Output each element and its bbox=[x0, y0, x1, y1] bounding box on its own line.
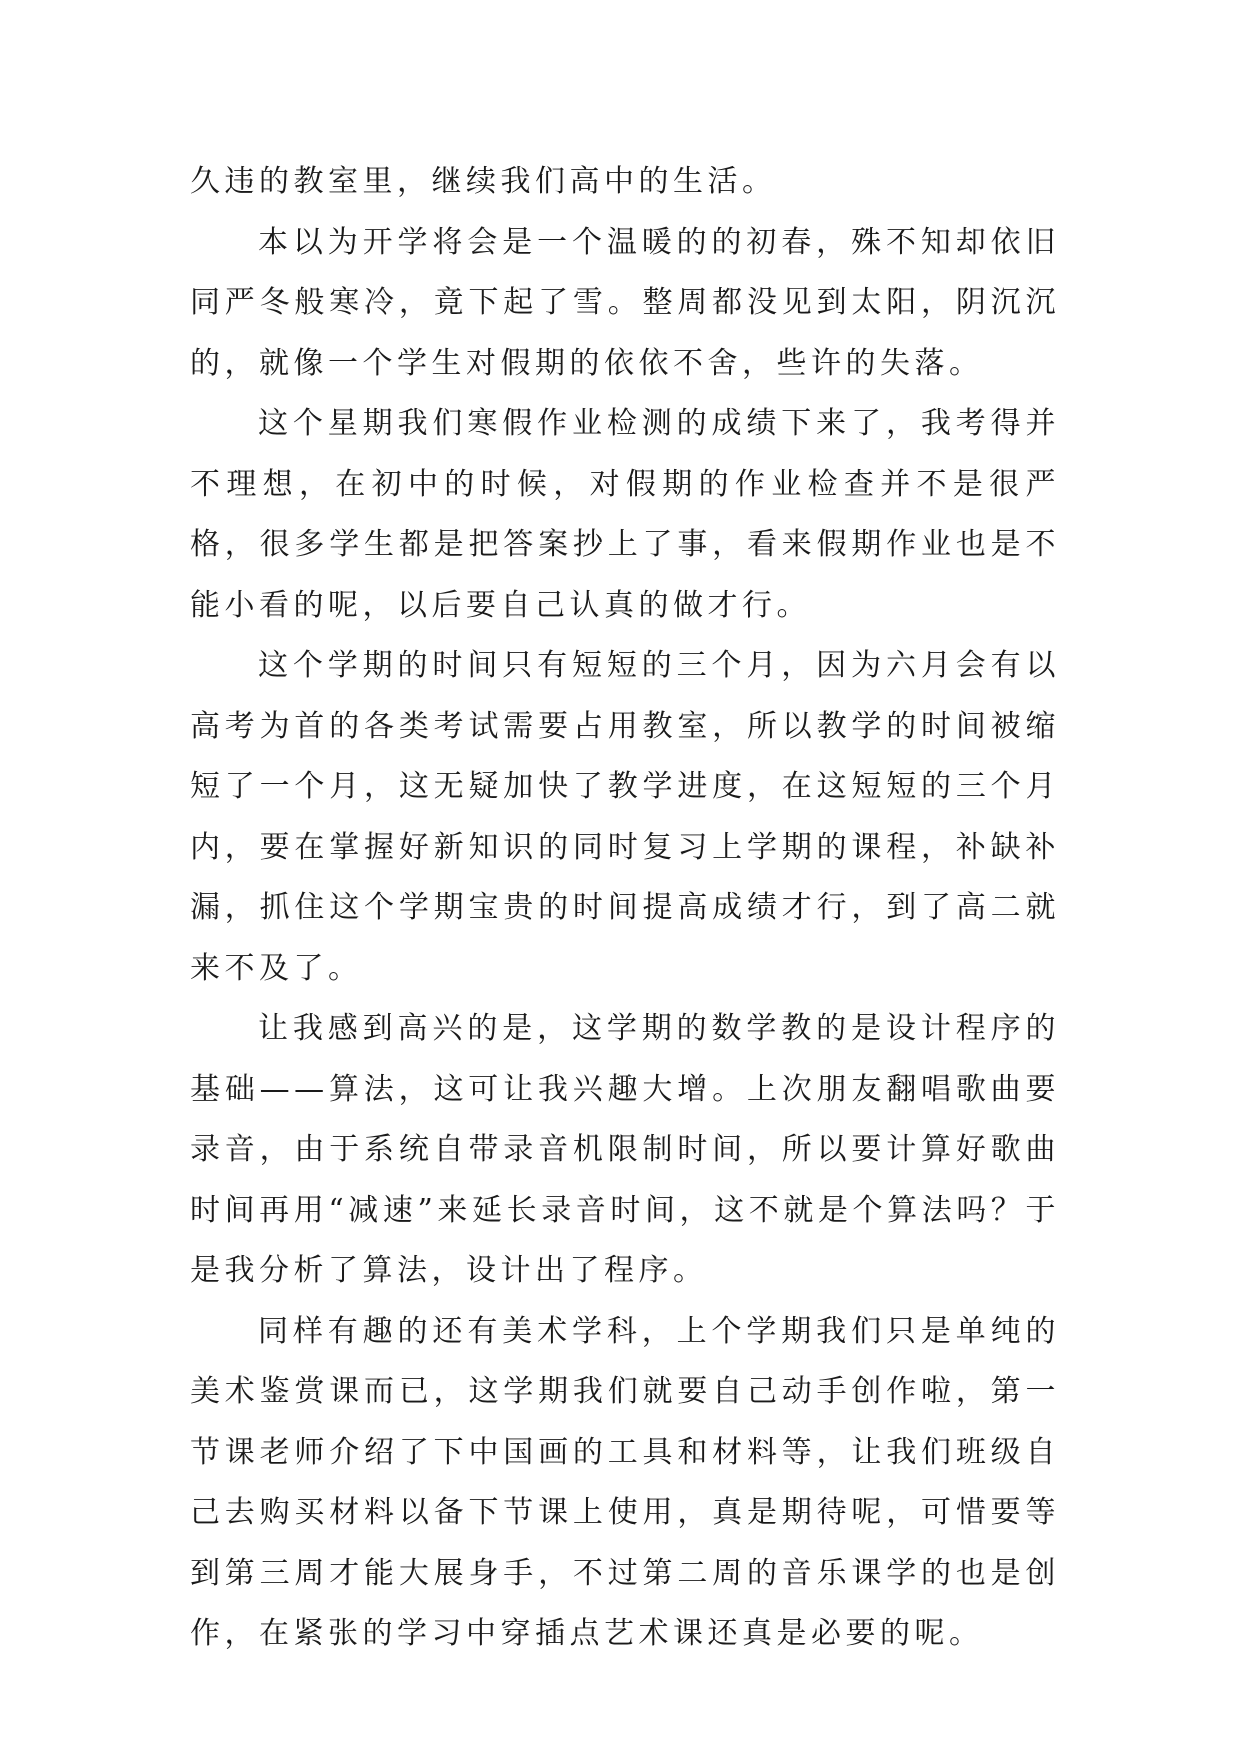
paragraph-1: 久违的教室里，继续我们高中的生活。 bbox=[190, 164, 777, 199]
paragraph-2: 本以为开学将会是一个温暖的的初春，殊不知却依旧同严冬般寒冷，竟下起了雪。整周都没见到太阳，阴沉沉的，就像一个学生对假期的依依不舍，些许的失落。 bbox=[190, 224, 1060, 381]
paragraph-6: 同样有趣的还有美术学科，上个学期我们只是单纯的美术鉴赏课而已，这学期我们就要自己动手创作啦，第一节课老师介绍了下中国画的工具和材料等，让我们班级自己去购买材料以备下节课上使用，真是期待呢，可惜要等到第三周才能大展身手，不过第二周的音乐课学的也是创作，在紧张的学习中穿插点艺术课还真是必要的呢。 bbox=[190, 1313, 1060, 1651]
paragraph-5: 让我感到高兴的是，这学期的数学教的是设计程序的基础——算法，这可让我兴趣大增。上次朋友翻唱歌曲要录音，由于系统自带录音机限制时间，所以要计算好歌曲时间再用“减速”来延长录音时间，这不就是个算法吗？于是我分析了算法，设计出了程序。 bbox=[190, 1011, 1060, 1288]
paragraph-3: 这个星期我们寒假作业检测的成绩下来了，我考得并不理想，在初中的时候，对假期的作业检查并不是很严格，很多学生都是把答案抄上了事，看来假期作业也是不能小看的呢，以后要自己认真的做才行。 bbox=[190, 406, 1060, 623]
paragraph-4: 这个学期的时间只有短短的三个月，因为六月会有以高考为首的各类考试需要占用教室，所以教学的时间被缩短了一个月，这无疑加快了教学进度，在这短短的三个月内，要在掌握好新知识的同时复习上学期的课程，补缺补漏，抓住这个学期宝贵的时间提高成绩才行，到了高二就来不及了。 bbox=[190, 648, 1060, 986]
document-page bbox=[190, 152, 1060, 1665]
